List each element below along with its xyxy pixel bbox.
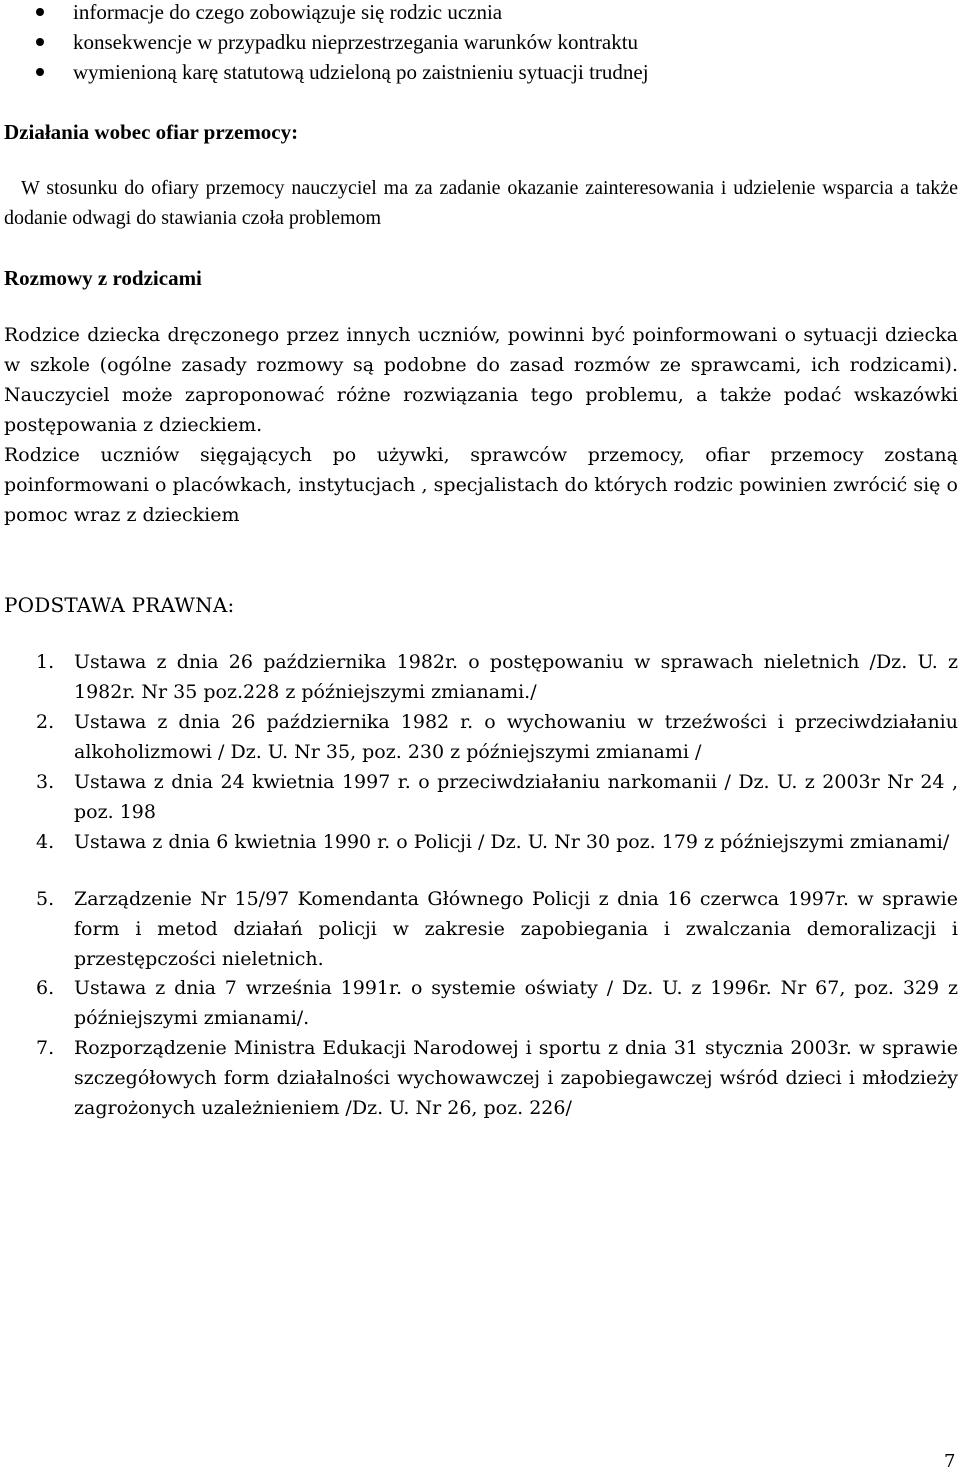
paragraph-parents-bullied: Rodzice dziecka dręczonego przez innych uczniów, powinni być poinformowani o sytuacji dziecka w szkole (ogólne zasady rozmowy są podobne do zasad rozmów ze sprawcami, ich rodzicami). Nauczyciel może zaproponować różne rozwiązania tego problemu, a także podać wskazówki postępowania z dzieckiem. <box>4 324 958 436</box>
bullet-text: wymienioną karę statutową udzieloną po zaistnieniu sytuacji trudnej <box>73 60 649 84</box>
legal-item-number: 2. <box>36 711 55 733</box>
bullet-item <box>0 0 960 27</box>
legal-basis-heading: PODSTAWA PRAWNA: <box>4 593 235 617</box>
bullet-item <box>0 27 960 57</box>
legal-item-text: Ustawa z dnia 26 października 1982r. o postępowaniu w sprawach nieletnich /Dz. U. z 1982r. Nr 35 poz.228 z późniejszymi zmianami./ <box>74 651 958 703</box>
legal-item-number: 6. <box>36 977 55 999</box>
section-heading-parents: Rozmowy z rodzicami <box>4 266 202 290</box>
bullet-text: informacje do czego zobowiązuje się rodzic ucznia <box>73 0 503 24</box>
legal-item-text: Ustawa z dnia 24 kwietnia 1997 r. o przeciwdziałaniu narkomanii / Dz. U. z 2003r Nr 24 , poz. 198 <box>74 771 958 823</box>
legal-item-text: Ustawa z dnia 7 września 1991r. o systemie oświaty / Dz. U. z 1996r. Nr 67, poz. 329 z późniejszymi zmianami/. <box>74 977 958 1029</box>
section-heading-victims: Działania wobec ofiar przemocy: <box>4 120 299 144</box>
bullet-item <box>0 57 960 87</box>
legal-item-text: Rozporządzenie Ministra Edukacji Narodowej i sportu z dnia 31 stycznia 2003r. w sprawie szczegółowych form działalności wychowawczej i zapobiegawczej wśród dzieci i młodzieży zagrożonych uzależnieniem /Dz. U. Nr 26, poz. 226/ <box>74 1037 958 1119</box>
legal-item-number: 7. <box>36 1037 55 1059</box>
legal-item-text: Zarządzenie Nr 15/97 Komendanta Głównego Policji z dnia 16 czerwca 1997r. w sprawie form i metod działań policji w zakresie zapobiegania i zwalczania demoralizacji i przestępczości nieletnich. <box>74 888 958 970</box>
legal-item-number: 5. <box>36 888 55 910</box>
legal-item-text: Ustawa z dnia 26 października 1982 r. o wychowaniu w trzeźwości i przeciwdziałaniu alkoholizmowi / Dz. U. Nr 35, poz. 230 z późniejszymi zmianami / <box>74 711 958 763</box>
page-number: 7 <box>944 1451 956 1472</box>
legal-item-number: 1. <box>36 651 55 673</box>
bullet-dot-icon <box>36 38 44 46</box>
bullet-dot-icon <box>36 68 44 76</box>
bullet-dot-icon <box>36 8 44 16</box>
legal-item-text: Ustawa z dnia 6 kwietnia 1990 r. o Policji / Dz. U. Nr 30 poz. 179 z późniejszymi zmianami/ <box>74 831 950 853</box>
legal-item-number: 3. <box>36 771 55 793</box>
paragraph-parents-resources: Rodzice uczniów sięgających po używki, sprawców przemocy, ofiar przemocy zostaną poinformowani o placówkach, instytucjach , specjalistach do których rodzic powinien zwrócić się o pomoc wraz z dzieckiem <box>4 444 958 526</box>
paragraph-victims-support: W stosunku do ofiary przemocy nauczyciel ma za zadanie okazanie zainteresowania i udzielenie wsparcia a także dodanie odwagi do stawiania czoła problemom <box>4 177 958 229</box>
legal-item-number: 4. <box>36 831 55 853</box>
bullet-text: konsekwencje w przypadku nieprzestrzegania warunków kontraktu <box>73 30 639 54</box>
